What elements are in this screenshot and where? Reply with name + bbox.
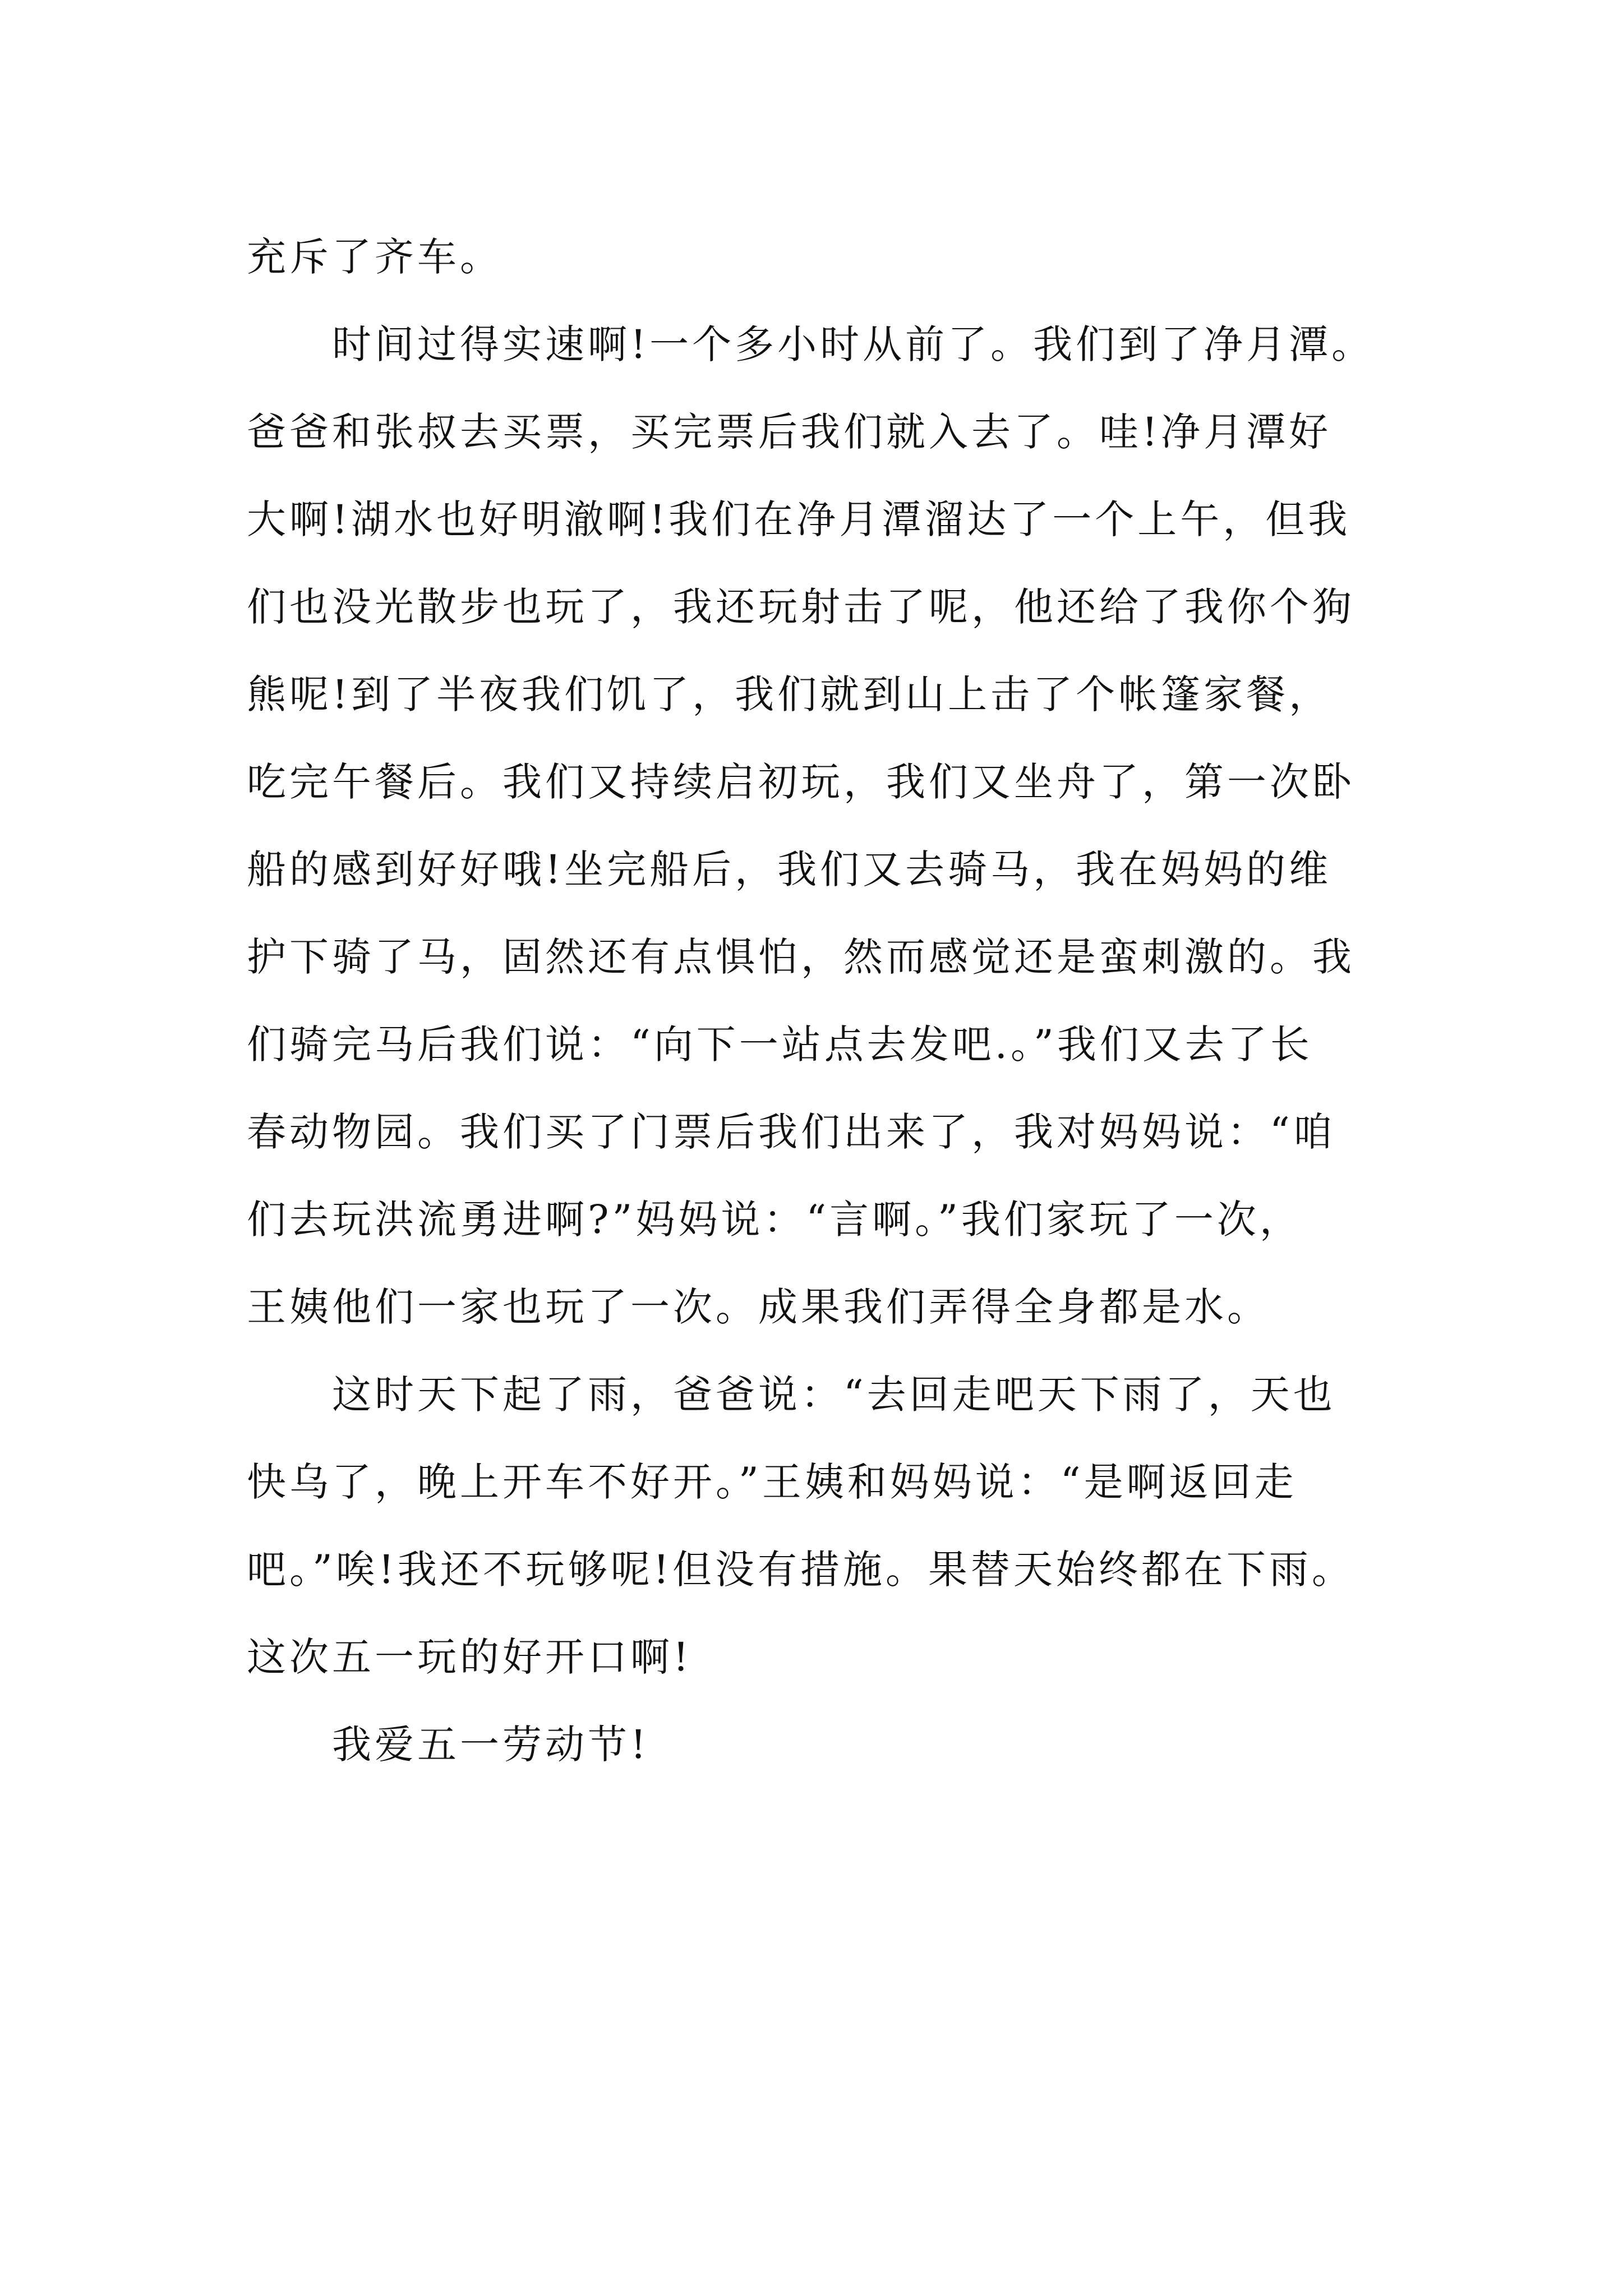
paragraph-3 xyxy=(247,1351,1391,1701)
text-line: 春动物园。我们买了门票后我们出来了，我对妈妈说：“咱 xyxy=(247,1109,1336,1155)
text-line: 熊呢!到了半夜我们饥了，我们就到山上击了个帐篷家餐， xyxy=(247,671,1332,717)
text-line: 护下骑了马，固然还有点惧怕，然而感觉还是蛮刺激的。我 xyxy=(247,934,1355,980)
document-body xyxy=(247,213,1391,1788)
text-line: 船的感到好好哦!坐完船后，我们又去骑马，我在妈妈的维 xyxy=(247,846,1332,892)
text-line: 吧。”唉!我还不玩够呢!但没有措施。果替天始终都在下雨。 xyxy=(247,1547,1355,1593)
text-line: 们也没光散步也玩了，我还玩射击了呢，他还给了我你个狗 xyxy=(247,584,1355,630)
text-line: 我爱五一劳动节! xyxy=(332,1722,650,1768)
paragraph-2 xyxy=(247,301,1391,1351)
text-line: 大啊!湖水也好明澈啊!我们在净月潭溜达了一个上午，但我 xyxy=(247,496,1351,542)
text-line: 充斥了齐车。 xyxy=(247,234,502,280)
text-line: 们去玩洪流勇进啊?”妈妈说：“言啊。”我们家玩了一次， xyxy=(247,1197,1302,1243)
text-line: 爸爸和张叔去买票，买完票后我们就入去了。哇!净月潭好 xyxy=(247,409,1332,455)
paragraph-1 xyxy=(247,213,1391,301)
text-line: 时间过得实速啊!一个多小时从前了。我们到了净月潭。 xyxy=(332,321,1375,367)
text-line: 快乌了，晚上开车不好开。”王姨和妈妈说：“是啊返回走 xyxy=(247,1459,1297,1505)
text-line: 这时天下起了雨，爸爸说：“去回走吧天下雨了，天也 xyxy=(332,1372,1336,1418)
paragraph-4 xyxy=(247,1701,1391,1788)
text-line: 王姨他们一家也玩了一次。成果我们弄得全身都是水。 xyxy=(247,1284,1270,1330)
text-line: 这次五一玩的好开口啊! xyxy=(247,1634,693,1680)
text-line: 吃完午餐后。我们又持续启初玩，我们又坐舟了，第一次卧 xyxy=(247,759,1355,805)
text-line: 们骑完马后我们说：“向下一站点去发吧.。”我们又去了长 xyxy=(247,1022,1313,1068)
